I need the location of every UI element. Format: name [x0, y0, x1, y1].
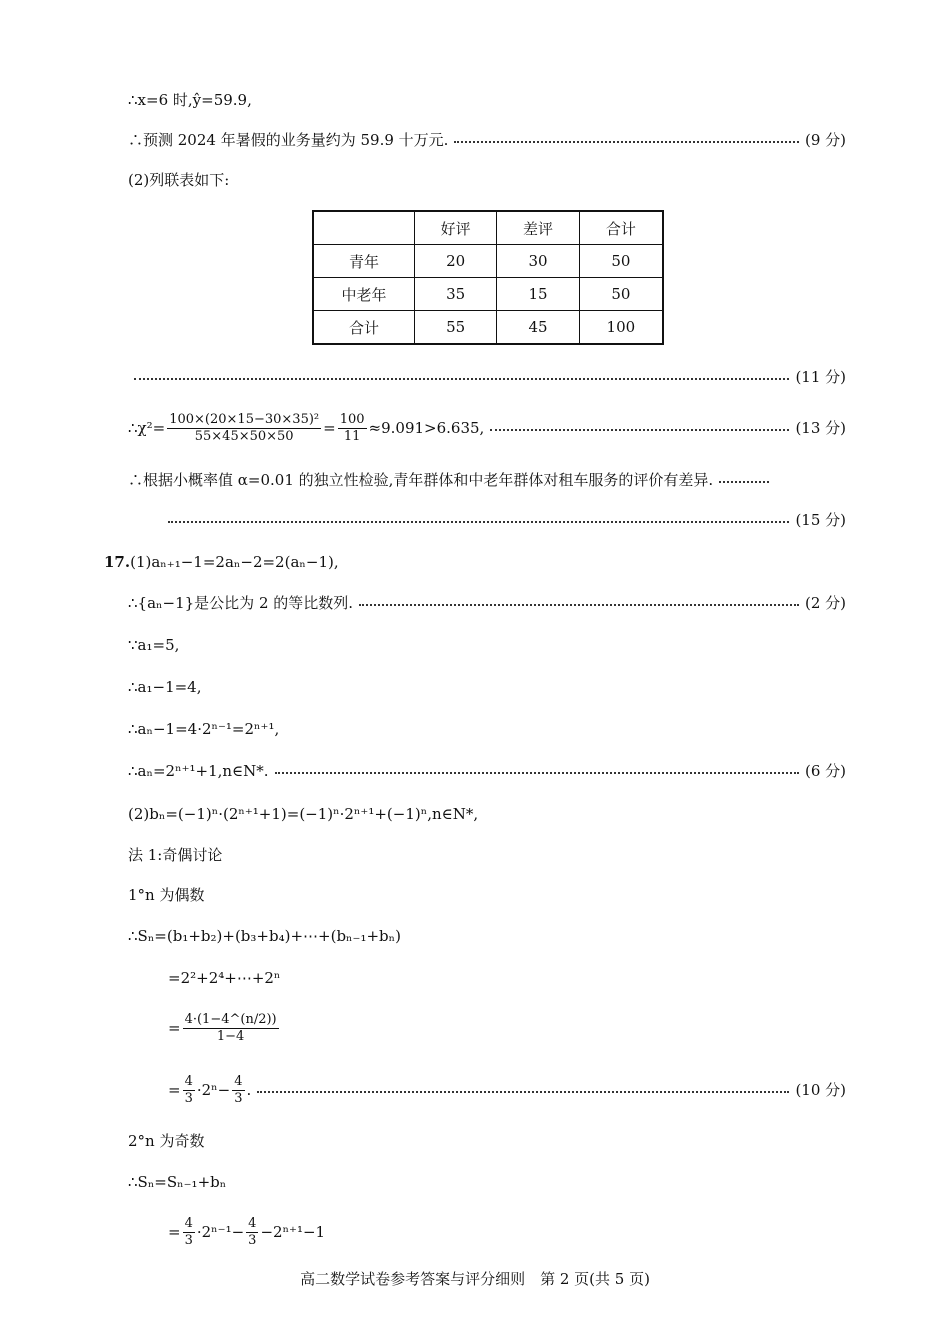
line-sn-odd-expansion: = $\frac{4}{3}$ ·2ⁿ⁻¹− $\frac{4}{3}$ −2ⁿ⁺¹−1 [168, 1215, 326, 1248]
line-sn-powers: =2²+2⁴+⋯+2ⁿ [168, 969, 281, 987]
score-label: (10 分) [795, 1081, 846, 1099]
table-row [313, 311, 663, 345]
score-label: (13 分) [795, 419, 846, 437]
table-cell: 好评 [415, 211, 497, 245]
score-label: (6 分) [804, 762, 846, 780]
leader-dots [454, 141, 799, 143]
line-sn-even-result: = $\frac{4}{3}$ ·2ⁿ− $\frac{4}{3}$ . (10 分) [168, 1073, 846, 1106]
page-footer: 高二数学试卷参考答案与评分细则 第 2 页(共 5 页) [300, 1270, 650, 1288]
table-cell: 合计 [579, 211, 663, 245]
leader-dots [490, 429, 789, 431]
fraction-four-thirds: $\frac{4}{3}$ [234, 1073, 243, 1106]
chi-square-fraction: $\frac{\text{100×(20×15−30×35)²}}{55\times 45\times 50\times 50}$ [169, 411, 320, 444]
table-cell: 合计 [313, 311, 415, 345]
table-cell: 20 [415, 245, 497, 278]
leader-dots [359, 604, 799, 606]
line-case-odd: 2°n 为奇数 [128, 1132, 205, 1150]
line-independence-conclusion: ∴根据小概率值 α=0.01 的独立性检验,青年群体和中老年群体对租车服务的评价有差异. [128, 470, 846, 490]
fraction-four-thirds: $\frac{4}{3}$ [184, 1073, 193, 1106]
table-cell: 30 [497, 245, 579, 278]
table-cell: 45 [497, 311, 579, 345]
table-row [313, 278, 663, 311]
line-sn-odd: ∴Sₙ=Sₙ₋₁+bₙ [128, 1173, 227, 1191]
table-cell: 55 [415, 311, 497, 345]
leader-dots [719, 481, 769, 483]
score-label: (15 分) [795, 511, 846, 529]
table-cell: 中老年 [313, 278, 415, 311]
table-cell: 差评 [497, 211, 579, 245]
contingency-table [312, 210, 664, 345]
leader-dots [257, 1091, 789, 1093]
line-a1: ∵a₁=5, [128, 636, 180, 654]
leader-dots [275, 772, 799, 774]
leader-dots [134, 378, 789, 380]
table-row [313, 245, 663, 278]
score-label: (2 分) [804, 594, 846, 612]
table-cell: 50 [579, 245, 663, 278]
leader-dots [168, 521, 789, 523]
score-label: (11 分) [795, 368, 846, 386]
line-method-title: 法 1:奇偶讨论 [128, 846, 223, 864]
line-geometric-sequence: ∴{aₙ−1}是公比为 2 的等比数列. (2 分) [128, 594, 846, 612]
table-cell: 50 [579, 278, 663, 311]
line-sn-geometric-fraction: = $\frac{4\cdot(1-4\^{}(n/2))}{1-4}$ [168, 1011, 277, 1044]
line-an-formula: ∴aₙ=2ⁿ⁺¹+1,n∈N*. (6 分) [128, 762, 846, 780]
line-q17-part1: 17. (1)aₙ₊₁−1=2aₙ−2=2(aₙ−1), [104, 553, 339, 571]
table-cell: 青年 [313, 245, 415, 278]
line-a1-minus-1: ∴a₁−1=4, [128, 678, 202, 696]
line-bn-formula: (2)bₙ=(−1)ⁿ·(2ⁿ⁺¹+1)=(−1)ⁿ·2ⁿ⁺¹+(−1)ⁿ,n∈N*, [128, 805, 479, 823]
table-cell [313, 211, 415, 245]
line-table-intro: (2)列联表如下: [128, 171, 230, 189]
table-cell: 15 [497, 278, 579, 311]
line-an-minus-1: ∴aₙ−1=4·2ⁿ⁻¹=2ⁿ⁺¹, [128, 720, 280, 738]
geometric-sum-fraction: $\frac{4\cdot(1-4\^{}(n/2))}{1-4}$ [184, 1011, 277, 1044]
line-final-score [168, 510, 846, 530]
table-header-row [313, 211, 663, 245]
table-cell: 100 [579, 311, 663, 345]
fraction-four-thirds: $\frac{4}{3}$ [248, 1215, 257, 1248]
line-sn-sum: ∴Sₙ=(b₁+b₂)+(b₃+b₄)+⋯+(bₙ₋₁+bₙ) [128, 927, 401, 945]
line-table-score [128, 367, 846, 387]
question-number: 17. [104, 553, 131, 571]
line-chi-square: ∴χ²= $\frac{\text{100×(20×15−30×35)²}}{55\times 45\times 50\times 50}$ = $\frac{100}{11}$ ≈9.091>6.635, (13 分) [128, 411, 846, 444]
line-prediction-value: ∴x=6 时,ŷ=59.9, [128, 91, 252, 109]
fraction-four-thirds: $\frac{4}{3}$ [184, 1215, 193, 1248]
line-case-even: 1°n 为偶数 [128, 886, 205, 904]
table-cell: 35 [415, 278, 497, 311]
line-prediction-conclusion: ∴预测 2024 年暑假的业务量约为 59.9 十万元. (9 分) [128, 131, 846, 149]
chi-square-result-fraction: $\frac{100}{11}$ [339, 411, 365, 444]
score-label: (9 分) [804, 131, 846, 149]
